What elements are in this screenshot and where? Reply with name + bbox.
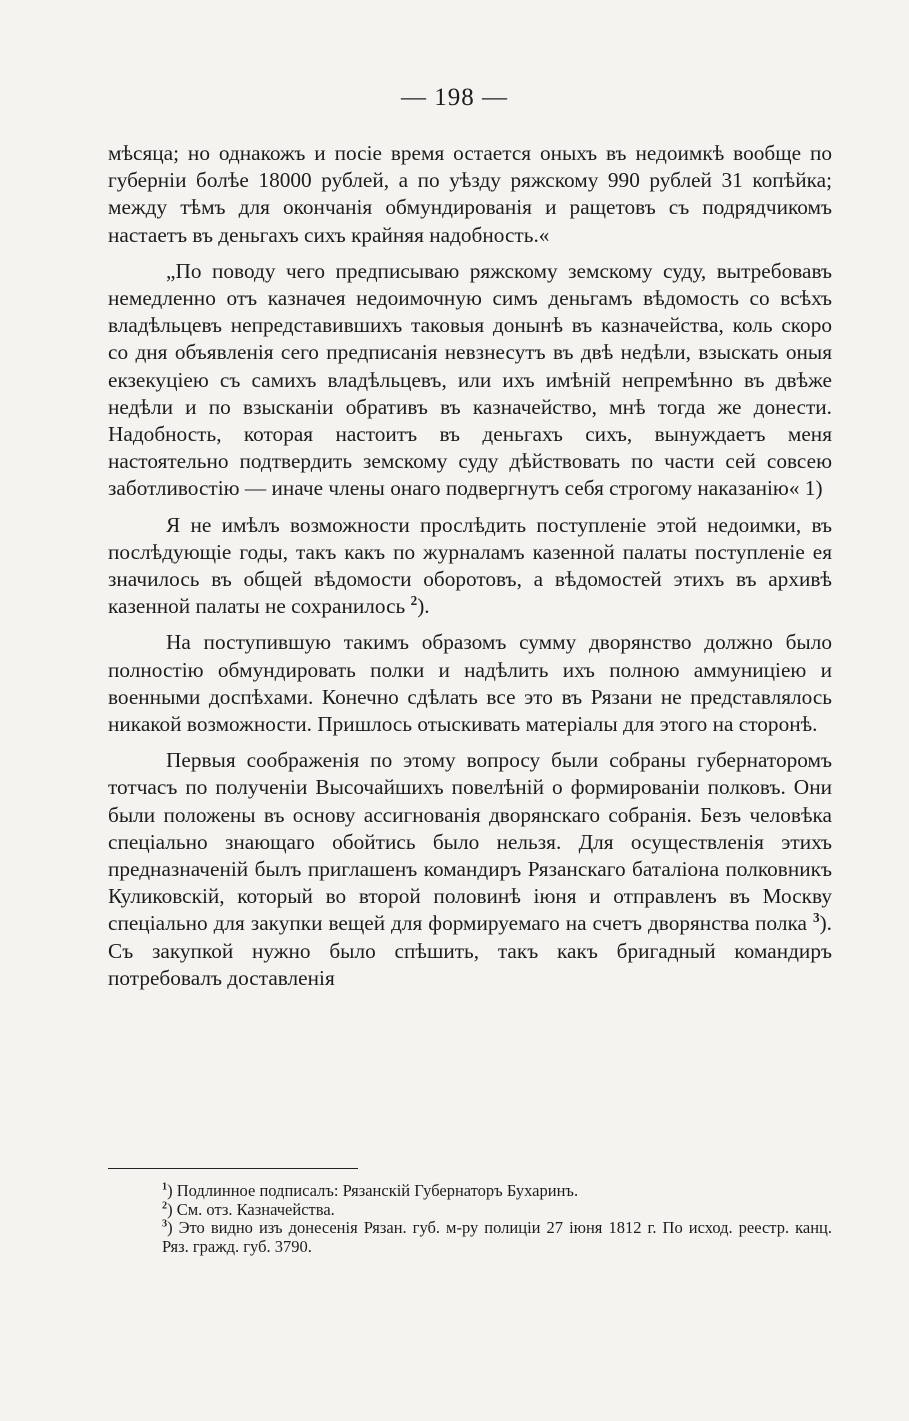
paragraph-text: Я не имѣлъ возможности прослѣдить поступленіе этой недоимки, въ послѣдующіе годы, такъ какъ по журналамъ казенной палаты поступленіе ея значилось въ общей вѣдомости оборотовъ, а вѣдомостей этихъ въ архивѣ казенной палаты не сохранилось bbox=[108, 512, 832, 619]
paragraph-text: мѣсяца; но однакожъ и посіе время остается оныхъ въ недоимкѣ вообще по губерніи болѣе 18000 рублей, а по уѣзду ряжскому 990 рублей 31 копѣйка; между тѣмъ для окончанія обмундированія и ращетовъ съ подрядчикомъ настаетъ въ деньгахъ сихъ крайняя надобность.« bbox=[108, 141, 832, 247]
footnote-reference[interactable]: 2 bbox=[410, 593, 418, 609]
paragraph-2 bbox=[108, 258, 832, 503]
paragraph-text: На поступившую такимъ образомъ сумму дворянство должно было полностію обмундировать полки и надѣлить ихъ полною аммуниціею и военными доспѣхами. Конечно сдѣлать все это въ Рязани не представлялось никакой возможности. Пришлось отыскивать матеріалы для этого на сторонѣ. bbox=[108, 630, 832, 737]
footnote-mark: 1 bbox=[162, 1181, 168, 1193]
paragraph-text: „По поводу чего предписываю ряжскому земскому суду, вытребовавъ немедленно отъ казначея недоимочную симъ деньгамъ вѣдомость со всѣхъ владѣльцевъ непредставившихъ таковыя донынѣ въ казначейства, коль скоро со дня объявленія сего предписанія невзнесутъ въ двѣ недѣли, взыскать оныя екзекуціею съ самихъ владѣльцевъ, или ихъ имѣній непремѣнно въ двѣже недѣли и по взысканіи обративъ въ казначейство, мнѣ тогда же донести. Надобность, которая настоитъ въ деньгахъ сихъ, вынуждаетъ меня настоятельно подтвердить земскому суду дѣйствовать по части сей совсею заботливостію — иначе члены онаго подвергнутъ себя строгому наказанію« bbox=[108, 258, 832, 501]
footnote-text: ) См. отз. Казначейства. bbox=[167, 1199, 335, 1219]
paragraph-tail: ). bbox=[417, 594, 430, 619]
footnote-2 bbox=[108, 1201, 832, 1220]
main-text bbox=[108, 140, 832, 1001]
footnote-3 bbox=[108, 1219, 832, 1256]
footnote-divider bbox=[108, 1168, 358, 1169]
footnotes bbox=[108, 1182, 832, 1256]
paragraph-1 bbox=[108, 140, 832, 249]
paragraph-5 bbox=[108, 747, 832, 992]
footnote-mark: 3 bbox=[162, 1218, 168, 1230]
footnote-text: ) Подлинное подписалъ: Рязанскій Губернаторъ Бухаринъ. bbox=[167, 1181, 579, 1200]
page-number: — 198 — bbox=[401, 84, 508, 111]
footnote-1 bbox=[108, 1182, 832, 1201]
paragraph-4 bbox=[108, 629, 832, 738]
footnote-text: ) Это видно изъ донесенія Рязан. губ. м-ру полиціи 27 іюня 1812 г. По исход. реестр. канц. Ряз. гражд. губ. 3790. bbox=[162, 1218, 832, 1256]
paragraph-tail: ). Съ закупкой нужно было спѣшить, такъ какъ бригадный командиръ потребовалъ доставленія bbox=[108, 911, 832, 990]
footnote-mark: 2 bbox=[162, 1200, 168, 1212]
footnote-reference[interactable]: 3 bbox=[812, 910, 820, 926]
footnote-reference[interactable]: 1) bbox=[804, 476, 823, 501]
paragraph-3 bbox=[108, 512, 832, 621]
paragraph-text: Первыя соображенія по этому вопросу были собраны губернаторомъ тотчасъ по полученіи Высочайшихъ повелѣній о формированіи полковъ. Они были положены въ основу ассигнованія дворянскаго собранія. Безъ человѣка спеціально знающаго обойтись было нельзя. Для осуществленія этихъ предназначеній былъ приглашенъ командиръ Рязанскаго баталіона полковникъ Куликовскій, который во второй половинѣ іюня и отправленъ въ Москву спеціально для закупки вещей для формируемаго на счетъ дворянства полка bbox=[108, 748, 832, 936]
